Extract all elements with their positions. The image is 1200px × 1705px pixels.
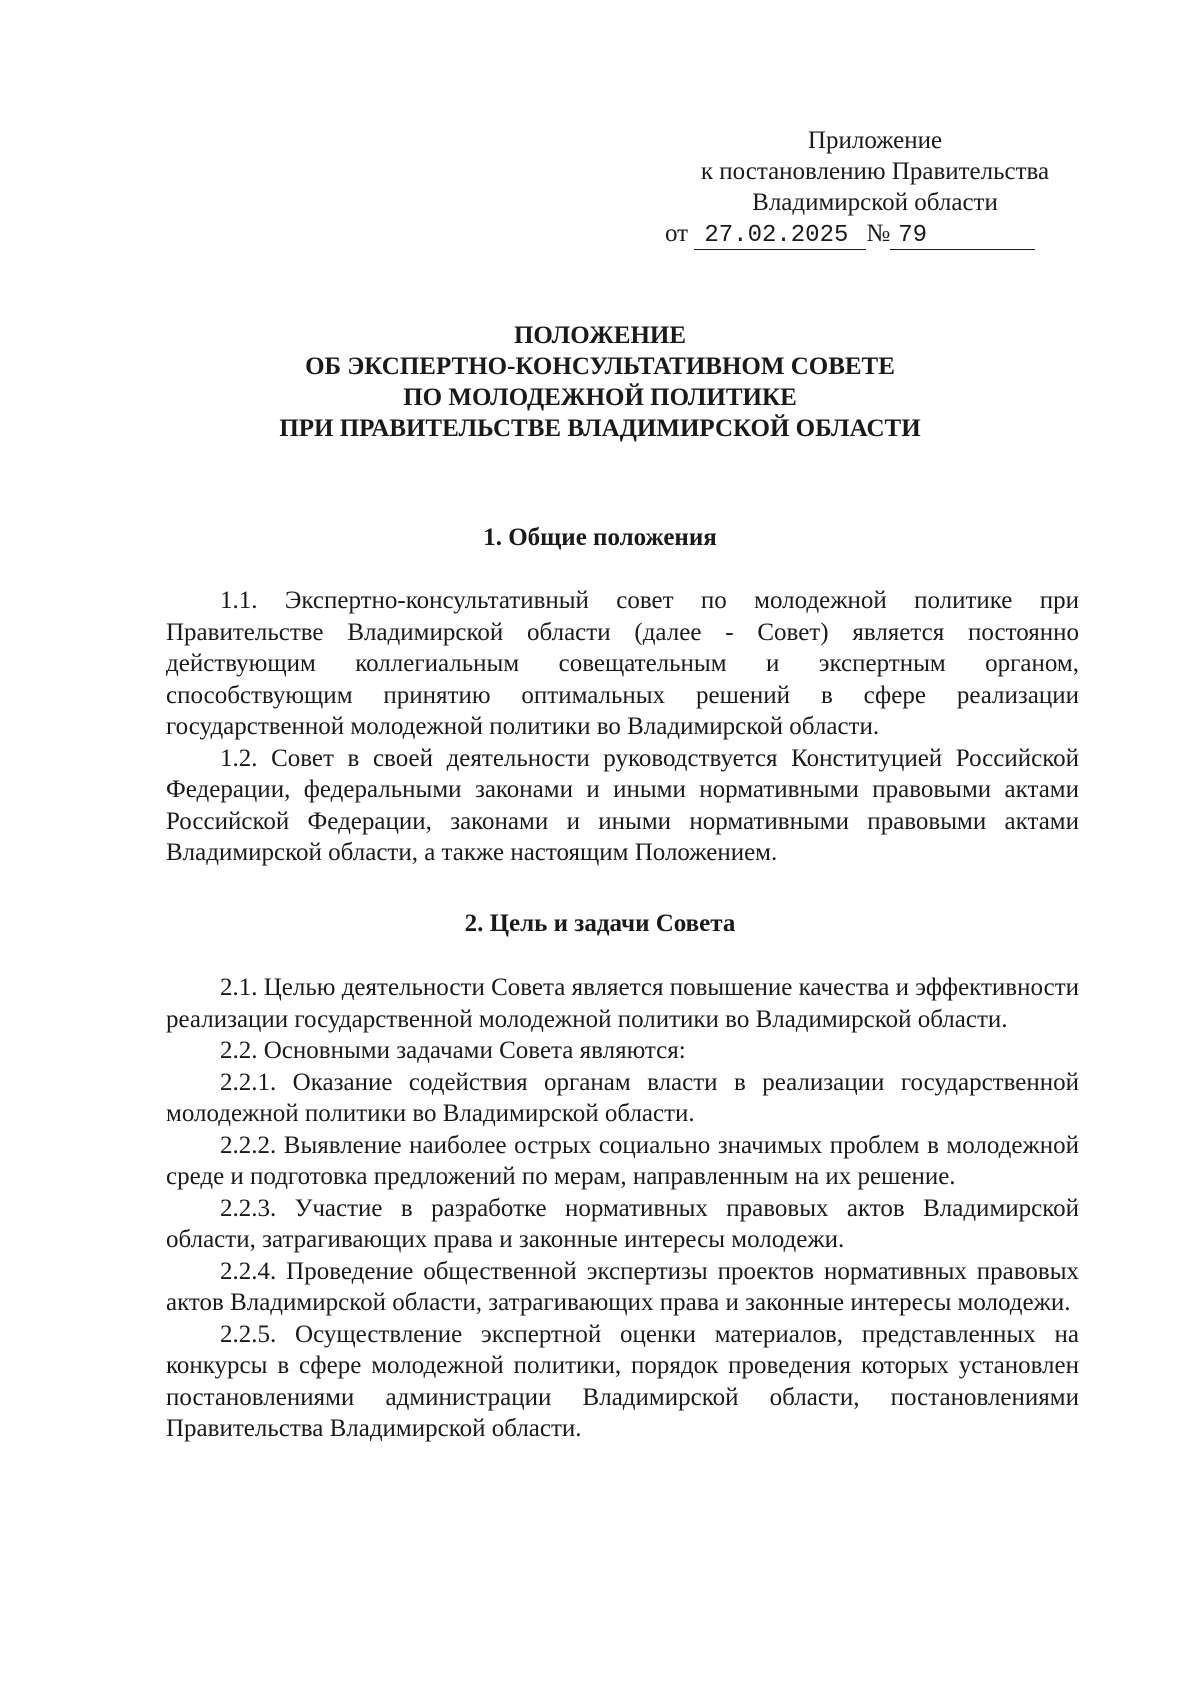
title-line-1: ПОЛОЖЕНИЕ (513, 322, 687, 349)
paragraph-1-1: 1.1. Экспертно-консультативный совет по молодежной политике при Правительстве Владимирской области (далее - Совет) является постоянно действующим коллегиальным совещательным и экспертным органом, способствующим принятию оптимальных решений в сфере реализации государственной молодежной политики во Владимирской области. (166, 587, 1079, 740)
section-1-body (166, 585, 1079, 869)
title-line-2: ОБ ЭКСПЕРТНО-КОНСУЛЬТАТИВНОМ СОВЕТЕ (305, 353, 895, 380)
paragraph-2-2: 2.2. Основными задачами Совета являются: (220, 1037, 686, 1064)
appendix-region: Владимирской области (752, 189, 998, 216)
number-prefix: № (866, 220, 891, 247)
date-prefix: от (665, 220, 689, 247)
paragraph-2-2-5: 2.2.5. Осуществление экспертной оценки материалов, представленных на конкурсы в сфере молодежной политики, порядок проведения которых установлен постановлениями администрации Владимирской области, постановлениями Правительства Владимирской области. (166, 1320, 1079, 1442)
document-title (140, 320, 1060, 444)
title-line-3: ПО МОЛОДЕЖНОЙ ПОЛИТИКЕ (403, 384, 797, 411)
paragraph-2-2-1: 2.2.1. Оказание содействия органам власти в реализации государственной молодежной политики во Владимирской области. (166, 1068, 1079, 1127)
title-line-4: ПРИ ПРАВИТЕЛЬСТВЕ ВЛАДИМИРСКОЙ ОБЛАСТИ (279, 415, 921, 442)
paragraph-2-2-3: 2.2.3. Участие в разработке нормативных правовых актов Владимирской области, затрагивающих права и законные интересы молодежи. (166, 1194, 1079, 1253)
appendix-date-number (665, 218, 1085, 250)
number-value: 79 (890, 223, 1035, 250)
appendix-label: Приложение (807, 127, 943, 154)
date-value: 27.02.2025 (694, 223, 866, 250)
section-2-body (166, 972, 1079, 1445)
section-2-heading: 2. Цель и задачи Совета (464, 910, 736, 937)
paragraph-2-2-4: 2.2.4. Проведение общественной экспертизы проектов нормативных правовых актов Владимирской области, затрагивающих права и законные интересы молодежи. (166, 1257, 1079, 1316)
section-1-heading: 1. Общие положения (483, 524, 717, 551)
paragraph-2-2-2: 2.2.2. Выявление наиболее острых социально значимых проблем в молодежной среде и подготовка предложений по мерам, направленным на их решение. (166, 1131, 1079, 1190)
paragraph-2-1: 2.1. Целью деятельности Совета является повышение качества и эффективности реализации государственной молодежной политики во Владимирской области. (166, 974, 1080, 1033)
appendix-resolution: к постановлению Правительства (700, 158, 1050, 185)
paragraph-1-2: 1.2. Совет в своей деятельности руководствуется Конституцией Российской Федерации, федеральными законами и иными нормативными правовыми актами Российской Федерации, законами и иными нормативными правовыми актами Владимирской области, а также настоящим Положением. (166, 744, 1079, 866)
appendix-block (665, 125, 1085, 250)
